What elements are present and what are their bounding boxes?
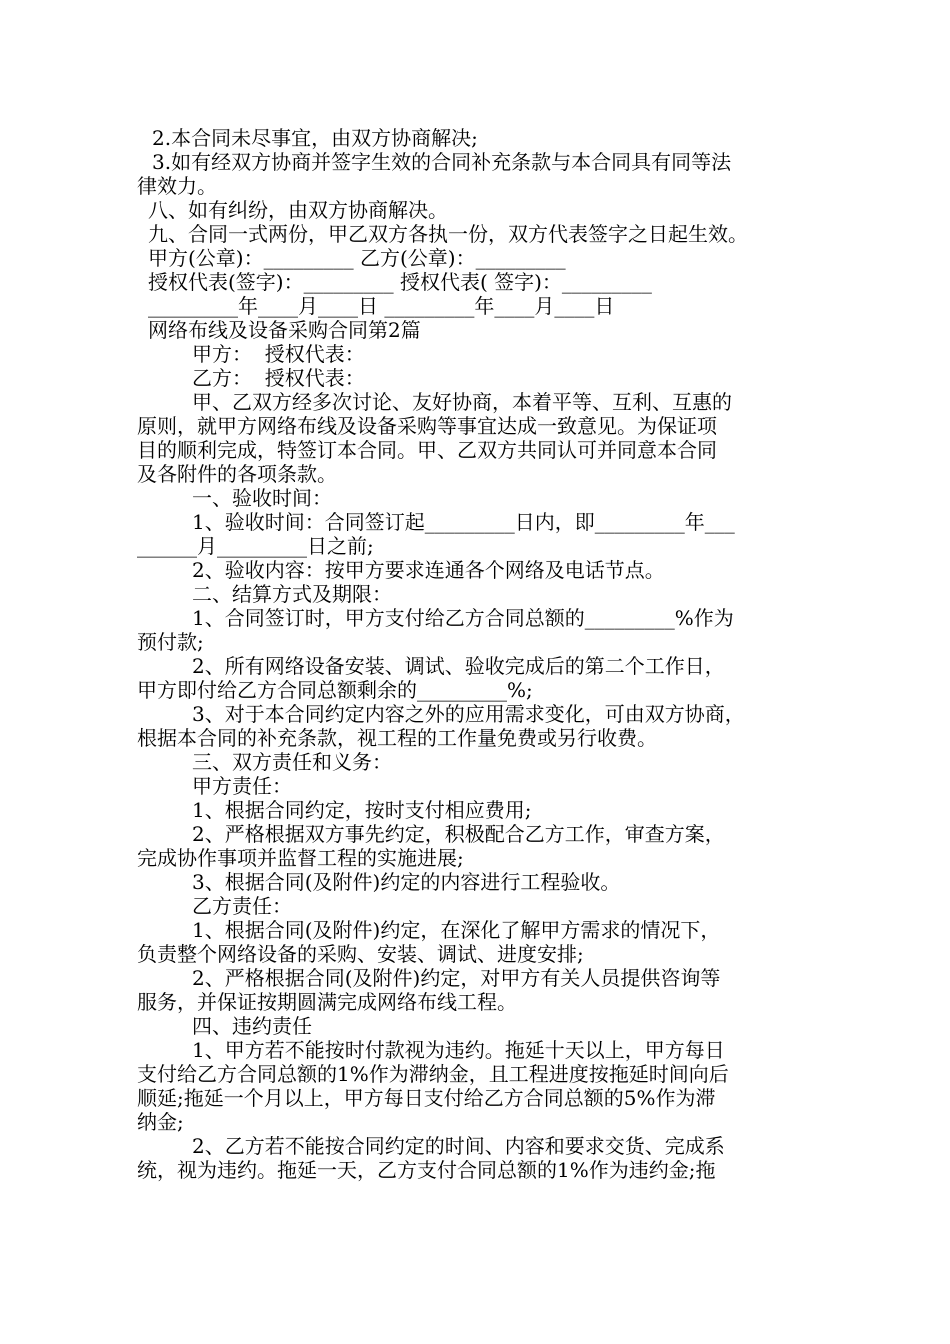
text-line: 目的顺利完成，特签订本合同。甲、乙双方共同认可并同意本合同 [137,438,717,462]
subheading: 甲方责任： [192,774,292,798]
text-line: 2、严格根据双方事先约定，积极配合乙方工作，审查方案， [192,822,725,846]
text-line: 预付款; [137,630,204,654]
text-line: 甲方即付给乙方合同总额剩余的_________%; [137,678,533,702]
text-line: 1、合同签订时，甲方支付给乙方合同总额的_________%作为 [192,606,734,630]
text-line: 2、验收内容：按甲方要求连通各个网络及电话节点。 [192,558,665,582]
text-line: 1、根据合同约定，按时支付相应费用; [192,798,532,822]
signature-date-line: _________年____月____日 _________年____月____日 [148,294,615,318]
text-line: 九、合同一式两份，甲乙双方各执一份，双方代表签字之日起生效。 [148,222,748,246]
signature-representative-line: 授权代表(签字)：_________ 授权代表( 签字)：_________ [148,270,652,294]
text-line: 1、根据合同(及附件)约定，在深化了解甲方需求的情况下， [192,918,721,942]
text-line: 八、如有纠纷，由双方协商解决。 [148,198,448,222]
text-line: 及各附件的各项条款。 [137,462,337,486]
signature-party-line: 甲方(公章)：_________ 乙方(公章)：_________ [148,246,566,270]
text-line: 支付给乙方合同总额的1%作为滞纳金，且工程进度按拖延时间向后 [137,1062,729,1086]
text-line: 负责整个网络设备的采购、安装、调试、进度安排; [137,942,584,966]
text-line: 服务，并保证按期圆满完成网络布线工程。 [137,990,517,1014]
party-b-line: 乙方： 授权代表： [192,366,365,390]
party-a-line: 甲方： 授权代表： [192,342,365,366]
text-line: 2、所有网络设备安装、调试、验收完成后的第二个工作日， [192,654,725,678]
clause-heading: 三、双方责任和义务： [192,750,392,774]
clause-heading: 一、验收时间： [192,486,332,510]
clause-heading: 四、违约责任 [192,1014,312,1038]
text-line: 2.本合同未尽事宜，由双方协商解决; [152,126,478,150]
text-line: 2、乙方若不能按合同约定的时间、内容和要求交货、完成系 [192,1134,725,1158]
text-line: 顺延;拖延一个月以上，甲方每日支付给乙方合同总额的5%作为滞 [137,1086,716,1110]
text-line: ______月_________日之前; [137,534,374,558]
text-line: 律效力。 [137,174,217,198]
text-line: 3.如有经双方协商并签字生效的合同补充条款与本合同具有同等法 [152,150,732,174]
text-line: 根据本合同的补充条款，视工程的工作量免费或另行收费。 [137,726,657,750]
text-line: 1、甲方若不能按时付款视为违约。拖延十天以上，甲方每日 [192,1038,725,1062]
section-title: 网络布线及设备采购合同第2篇 [148,318,421,342]
text-line: 完成协作事项并监督工程的实施进展; [137,846,464,870]
text-line: 2、严格根据合同(及附件)约定，对甲方有关人员提供咨询等 [192,966,721,990]
text-line: 统，视为违约。拖延一天，乙方支付合同总额的1%作为违约金;拖 [137,1158,716,1182]
text-line: 1、验收时间：合同签订起_________日内，即_________年___ [192,510,735,534]
clause-heading: 二、结算方式及期限： [192,582,392,606]
text-line: 3、对于本合同约定内容之外的应用需求变化，可由双方协商， [192,702,745,726]
text-line: 纳金; [137,1110,184,1134]
subheading: 乙方责任： [192,894,292,918]
text-line: 3、根据合同(及附件)约定的内容进行工程验收。 [192,870,621,894]
text-line: 甲、乙双方经多次讨论、友好协商，本着平等、互利、互惠的 [192,390,732,414]
text-line: 原则，就甲方网络布线及设备采购等事宜达成一致意见。为保证项 [137,414,717,438]
